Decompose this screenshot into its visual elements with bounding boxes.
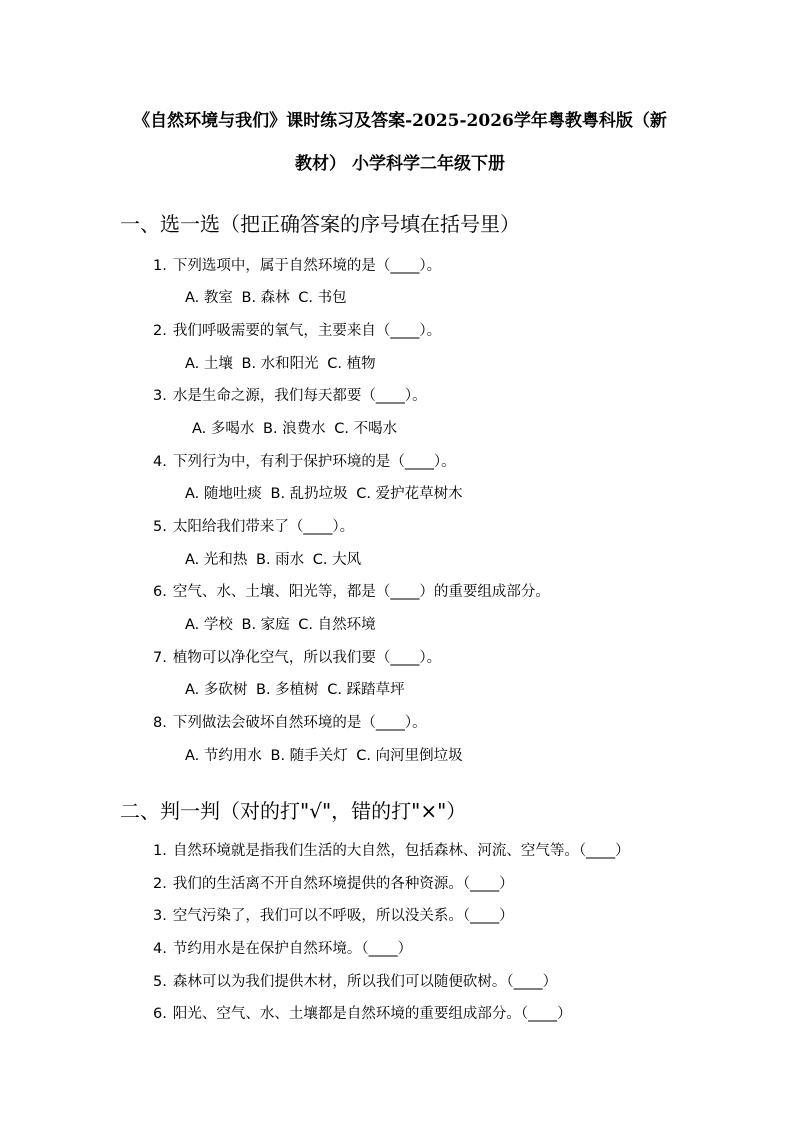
- option-b: B. 家庭: [241, 617, 290, 633]
- question-text: 我们的生活离不开自然环境提供的各种资源。（____）: [172, 876, 514, 892]
- judge-question-6: [153, 1002, 572, 1023]
- question-2: [153, 319, 441, 340]
- question-text: 我们呼吸需要的氧气，主要来自（____）。: [172, 323, 442, 339]
- option-a: A. 光和热: [185, 552, 248, 568]
- question-text: 空气、水、土壤、阳光等，都是（____）的重要组成部分。: [172, 584, 550, 600]
- question-4: [153, 450, 456, 471]
- option-a: A. 随地吐痰: [185, 486, 262, 502]
- question-number: 7.: [153, 650, 167, 666]
- question-1-options: [185, 286, 351, 307]
- question-text: 下列选项中，属于自然环境的是（____）。: [172, 258, 442, 274]
- question-6: [153, 580, 550, 601]
- question-number: 2.: [153, 876, 167, 892]
- question-number: 5.: [153, 974, 167, 990]
- document-title-line-2: 教材） 小学科学二年级下册: [295, 154, 505, 174]
- question-number: 3.: [153, 908, 167, 924]
- question-text: 空气污染了，我们可以不呼吸，所以没关系。（____）: [172, 908, 514, 924]
- option-a: A. 教室: [185, 290, 233, 306]
- question-2-options: [185, 352, 380, 373]
- question-number: 3.: [153, 388, 167, 404]
- option-c: C. 爱护花草树木: [356, 486, 463, 502]
- option-c: C. 自然环境: [298, 617, 376, 633]
- question-text: 下列做法会破坏自然环境的是（____）。: [172, 715, 427, 731]
- option-a: A. 学校: [185, 617, 233, 633]
- question-4-options: [185, 482, 467, 503]
- option-c: C. 不喝水: [334, 421, 398, 437]
- option-c: C. 踩踏草坪: [327, 682, 405, 698]
- question-number: 6.: [153, 1006, 167, 1022]
- judge-question-5: [153, 970, 557, 991]
- question-8: [153, 711, 427, 732]
- question-number: 1.: [153, 843, 167, 859]
- question-number: 6.: [153, 584, 167, 600]
- judge-question-2: [153, 872, 514, 893]
- question-number: 4.: [153, 454, 167, 470]
- option-a: A. 多喝水: [192, 421, 255, 437]
- question-7: [153, 646, 441, 667]
- question-5-options: [185, 548, 365, 569]
- section-heading-choice: 一、选一选（把正确答案的序号填在括号里）: [120, 212, 520, 236]
- question-1: [153, 254, 441, 275]
- question-text: 节约用水是在保护自然环境。（____）: [172, 941, 413, 957]
- question-text: 森林可以为我们提供木材，所以我们可以随便砍树。（____）: [172, 974, 558, 990]
- question-text: 下列行为中，有利于保护环境的是（____）。: [172, 454, 456, 470]
- option-b: B. 森林: [241, 290, 290, 306]
- question-text: 自然环境就是指我们生活的大自然，包括森林、河流、空气等。（____）: [172, 843, 630, 859]
- option-b: B. 浪费水: [263, 421, 326, 437]
- question-number: 5.: [153, 519, 167, 535]
- question-5: [153, 515, 354, 536]
- option-b: B. 雨水: [256, 552, 305, 568]
- document-title-line-1: 《自然环境与我们》课时练习及答案-2025-2026学年粤教粤科版（新: [133, 111, 667, 131]
- judge-question-4: [153, 937, 412, 958]
- question-number: 1.: [153, 258, 167, 274]
- question-6-options: [185, 613, 380, 634]
- question-number: 2.: [153, 323, 167, 339]
- option-b: B. 水和阳光: [241, 356, 319, 372]
- option-b: B. 乱扔垃圾: [270, 486, 348, 502]
- judge-question-3: [153, 904, 514, 925]
- option-c: C. 大风: [312, 552, 362, 568]
- judge-question-1: [153, 839, 630, 860]
- question-text: 植物可以净化空气，所以我们要（____）。: [172, 650, 442, 666]
- option-c: C. 向河里倒垃圾: [356, 748, 463, 764]
- option-a: A. 土壤: [185, 356, 233, 372]
- question-text: 阳光、空气、水、土壤都是自然环境的重要组成部分。（____）: [172, 1006, 572, 1022]
- question-3: [153, 384, 427, 405]
- option-c: C. 书包: [298, 290, 347, 306]
- question-text: 太阳给我们带来了（____）。: [172, 519, 355, 535]
- question-text: 水是生命之源，我们每天都要（____）。: [172, 388, 427, 404]
- question-3-options: [192, 417, 401, 438]
- question-8-options: [185, 744, 467, 765]
- section-heading-judge: 二、判一判（对的打"√"，错的打"×"）: [120, 799, 467, 823]
- option-a: A. 节约用水: [185, 748, 262, 764]
- option-b: B. 随手关灯: [270, 748, 348, 764]
- option-b: B. 多植树: [256, 682, 319, 698]
- question-number: 4.: [153, 941, 167, 957]
- question-7-options: [185, 678, 409, 699]
- option-a: A. 多砍树: [185, 682, 248, 698]
- option-c: C. 植物: [327, 356, 376, 372]
- question-number: 8.: [153, 715, 167, 731]
